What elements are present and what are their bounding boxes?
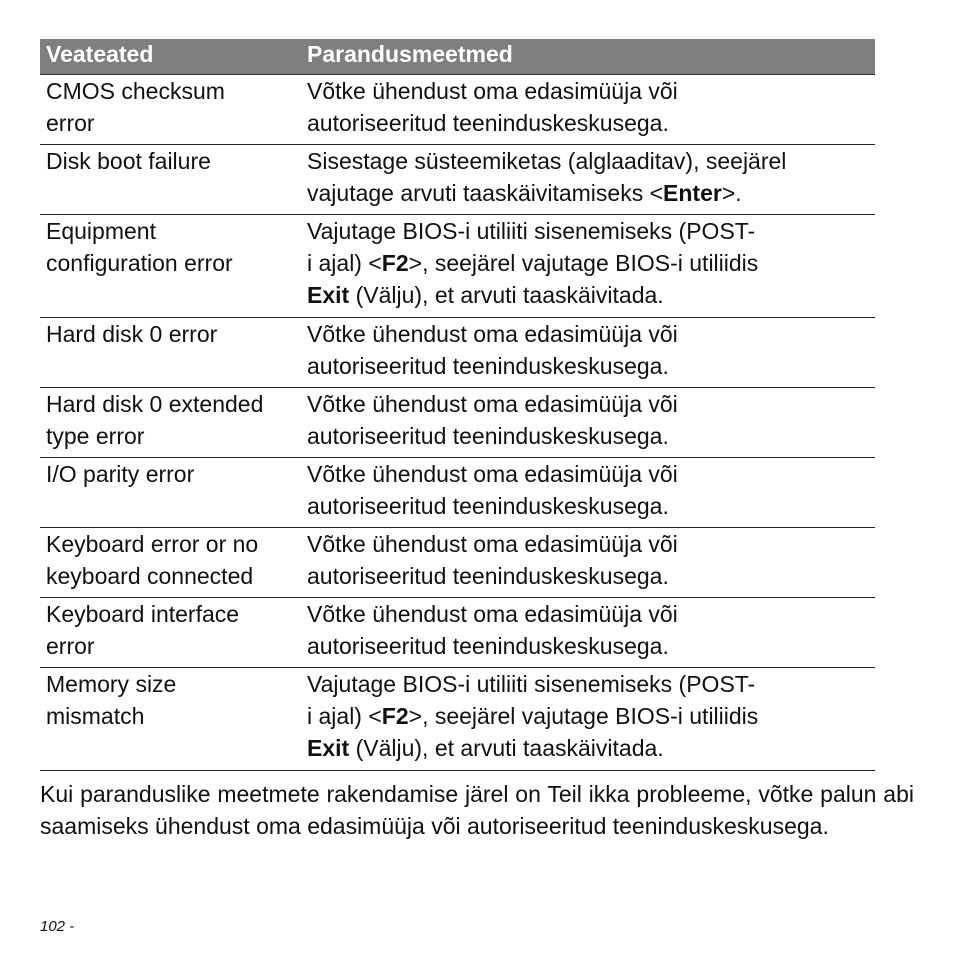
error-message-line: Equipment: [46, 218, 156, 244]
error-message-line: error: [46, 633, 95, 659]
action-text: Võtke ühendust oma edasimüüja või: [307, 461, 678, 487]
action-text: >, seejärel vajutage BIOS-i utiliidis: [408, 250, 759, 276]
corrective-action-cell: [301, 458, 875, 527]
action-text: i ajal) <: [307, 250, 382, 276]
action-text: >, seejärel vajutage BIOS-i utiliidis: [408, 703, 759, 729]
table-row: [40, 215, 875, 318]
error-message-cell: [40, 318, 301, 387]
error-message-line: I/O parity error: [46, 461, 195, 487]
table-row: [40, 388, 875, 458]
corrective-action-line: [307, 598, 875, 630]
table-row: [40, 458, 875, 528]
corrective-action-cell: [301, 75, 875, 144]
corrective-action-line: [307, 490, 875, 522]
corrective-action-cell: [301, 145, 875, 214]
error-message-line: configuration error: [46, 250, 233, 276]
action-text: Sisestage süsteemiketas (alglaaditav), seejärel: [307, 148, 787, 174]
error-message-line: error: [46, 110, 95, 136]
corrective-action-line: [307, 247, 875, 279]
error-message-cell: [40, 598, 301, 667]
error-message-cell: [40, 388, 301, 457]
action-text: Vajutage BIOS-i utiliiti sisenemiseks (POST-: [307, 671, 756, 697]
action-text: (Välju), et arvuti taaskäivitada.: [349, 282, 664, 308]
error-message-cell: [40, 215, 301, 317]
corrective-action-cell: [301, 668, 875, 770]
error-message-line: Disk boot failure: [46, 148, 211, 174]
corrective-action-line: [307, 668, 875, 700]
corrective-action-line: [307, 107, 875, 139]
corrective-action-line: [307, 177, 875, 209]
action-text: >.: [721, 180, 742, 206]
action-text: autoriseeritud teeninduskeskusega.: [307, 563, 669, 589]
action-text: autoriseeritud teeninduskeskusega.: [307, 493, 669, 519]
corrective-action-line: [307, 528, 875, 560]
corrective-action-line: [307, 215, 875, 247]
header-actions: Parandusmeetmed: [307, 41, 513, 67]
action-text: Võtke ühendust oma edasimüüja või: [307, 391, 678, 417]
corrective-action-cell: [301, 598, 875, 667]
table-header: [40, 39, 875, 75]
action-text: Võtke ühendust oma edasimüüja või: [307, 78, 678, 104]
corrective-action-line: [307, 279, 875, 311]
error-message-cell: [40, 145, 301, 214]
error-messages-table: [40, 39, 875, 771]
corrective-action-line: [307, 388, 875, 420]
corrective-action-line: [307, 732, 875, 764]
key-name: Enter: [663, 180, 722, 206]
action-text: autoriseeritud teeninduskeskusega.: [307, 110, 669, 136]
corrective-action-cell: [301, 388, 875, 457]
error-message-line: Hard disk 0 extended: [46, 391, 264, 417]
action-text: autoriseeritud teeninduskeskusega.: [307, 353, 669, 379]
error-message-cell: [40, 75, 301, 144]
action-text: Vajutage BIOS-i utiliiti sisenemiseks (POST-: [307, 218, 756, 244]
action-text: i ajal) <: [307, 703, 382, 729]
action-text: autoriseeritud teeninduskeskusega.: [307, 423, 669, 449]
error-message-cell: [40, 528, 301, 597]
action-text: (Välju), et arvuti taaskäivitada.: [349, 735, 664, 761]
corrective-action-line: [307, 560, 875, 592]
key-name: F2: [381, 703, 409, 729]
table-body: [40, 75, 875, 771]
action-text: Võtke ühendust oma edasimüüja või: [307, 531, 678, 557]
corrective-action-line: [307, 75, 875, 107]
error-message-cell: [40, 668, 301, 770]
error-message-line: Hard disk 0 error: [46, 321, 218, 347]
action-text: vajutage arvuti taaskäivitamiseks <: [307, 180, 664, 206]
corrective-action-cell: [301, 215, 875, 317]
error-message-cell: [40, 458, 301, 527]
action-text: Võtke ühendust oma edasimüüja või: [307, 601, 678, 627]
corrective-action-line: [307, 630, 875, 662]
error-message-line: Memory size: [46, 671, 177, 697]
key-name: Exit: [307, 282, 350, 308]
error-message-line: Keyboard interface: [46, 601, 240, 627]
header-messages: Veateated: [46, 41, 154, 67]
table-row: [40, 528, 875, 598]
corrective-action-line: [307, 318, 875, 350]
corrective-action-line: [307, 350, 875, 382]
error-message-line: type error: [46, 423, 145, 449]
footer-paragraph: Kui paranduslike meetmete rakendamise järel on Teil ikka probleeme, võtke palun abi saamiseks ühendust oma edasimüüja või autoriseeritud teeninduskeskusega.: [40, 781, 914, 839]
table-row: [40, 598, 875, 668]
corrective-action-line: [307, 458, 875, 490]
error-message-line: keyboard connected: [46, 563, 254, 589]
corrective-action-line: [307, 145, 875, 177]
corrective-action-cell: [301, 318, 875, 387]
corrective-action-cell: [301, 528, 875, 597]
table-row: [40, 145, 875, 215]
action-text: autoriseeritud teeninduskeskusega.: [307, 633, 669, 659]
error-message-line: mismatch: [46, 703, 145, 729]
key-name: F2: [381, 250, 409, 276]
corrective-action-line: [307, 420, 875, 452]
error-message-line: Keyboard error or no: [46, 531, 259, 557]
action-text: Võtke ühendust oma edasimüüja või: [307, 321, 678, 347]
key-name: Exit: [307, 735, 350, 761]
table-row: [40, 668, 875, 771]
page-number: 102 -: [40, 918, 75, 935]
error-message-line: CMOS checksum: [46, 78, 225, 104]
table-row: [40, 75, 875, 145]
table-row: [40, 318, 875, 388]
corrective-action-line: [307, 700, 875, 732]
